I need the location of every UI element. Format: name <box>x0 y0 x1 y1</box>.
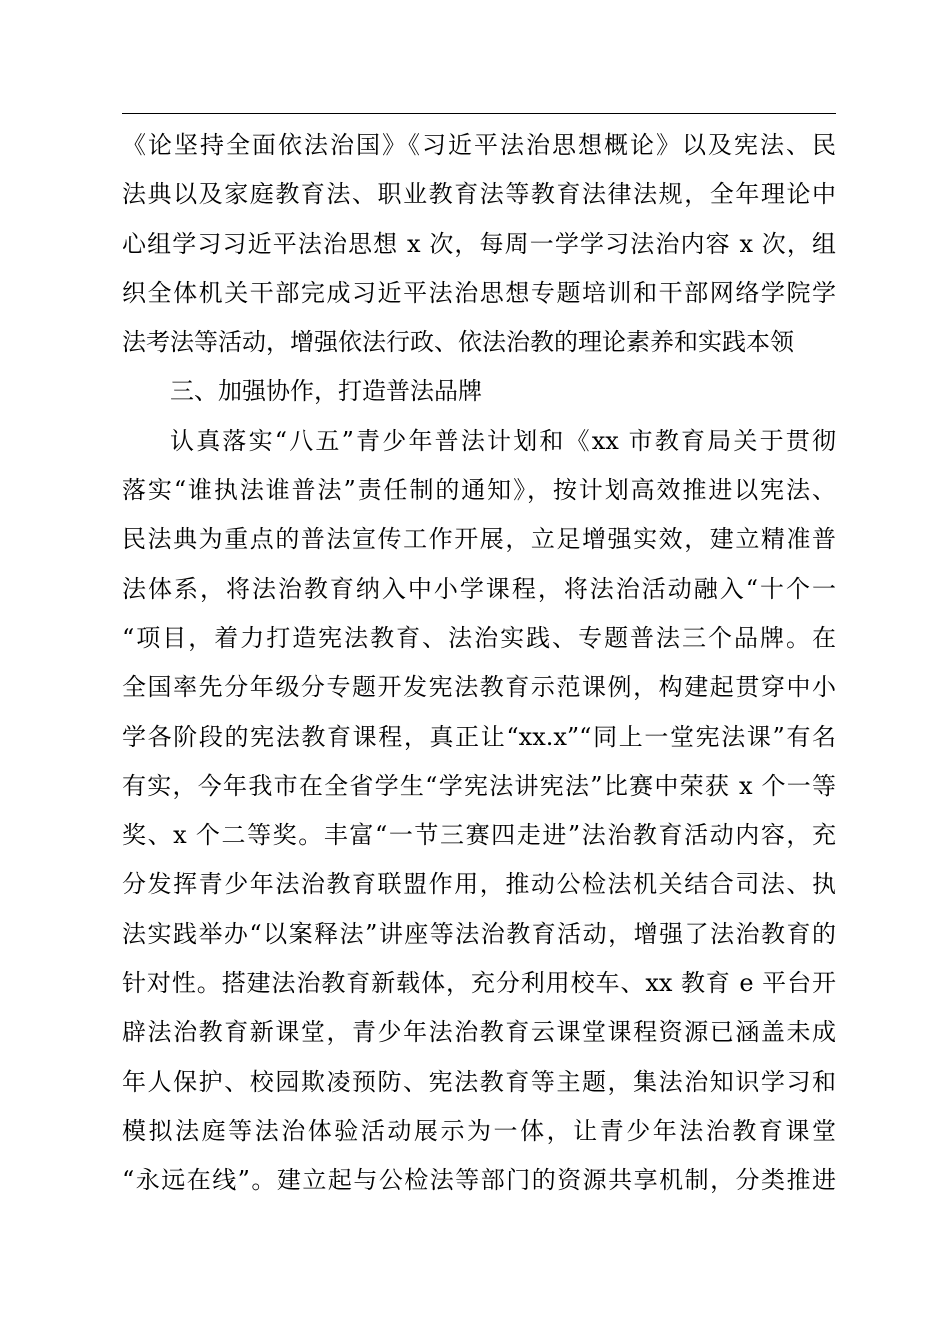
text-line: 认真落实“八五”青少年普法计划和《xx 市教育局关于贯彻 <box>170 426 836 455</box>
text-line: 年人保护、校园欺凌预防、宪法教育等主题，集法治知识学习和 <box>122 1067 836 1096</box>
text-line: “项目，着力打造宪法教育、法治实践、专题普法三个品牌。在 <box>122 623 836 652</box>
text-line: 法考法等活动，增强依法行政、依法治教的理论素养和实践本领 <box>122 328 794 357</box>
text-line: 民法典为重点的普法宣传工作开展，立足增强实效，建立精准普 <box>122 525 836 554</box>
text-line: 分发挥青少年法治教育联盟作用，推动公检法机关结合司法、执 <box>122 870 836 899</box>
text-line: 织全体机关干部完成习近平法治思想专题培训和干部网络学院学 <box>122 278 836 307</box>
text-line: 法典以及家庭教育法、职业教育法等教育法律法规，全年理论中 <box>122 180 836 209</box>
header-rule <box>122 113 836 114</box>
text-line: 《论坚持全面依法治国》《习近平法治思想概论》以及宪法、民 <box>122 131 836 159</box>
document-body <box>122 121 836 1206</box>
text-line: 法实践举办“以案释法”讲座等法治教育活动，增强了法治教育的 <box>122 919 836 948</box>
text-line: 有实，今年我市在全省学生“学宪法讲宪法”比赛中荣获 x 个一等 <box>122 771 836 800</box>
text-line: 针对性。搭建法治教育新载体，充分利用校车、xx 教育 e 平台开 <box>122 969 836 998</box>
text-line: 辟法治教育新课堂，青少年法治教育云课堂课程资源已涵盖未成 <box>122 1018 836 1047</box>
text-line: 学各阶段的宪法教育课程，真正让“xx.x”“同上一堂宪法课”有名 <box>122 722 836 751</box>
text-line: 心组学习习近平法治思想 x 次，每周一学学习法治内容 x 次，组 <box>122 229 836 258</box>
text-line: 法体系，将法治教育纳入中小学课程，将法治活动融入“十个一 <box>122 574 836 603</box>
section-heading: 三、加强协作，打造普法品牌 <box>170 377 482 406</box>
text-line: 奖、x 个二等奖。丰富“一节三赛四走进”法治教育活动内容，充 <box>122 821 836 850</box>
text-line: 全国率先分年级分专题开发宪法教育示范课例，构建起贯穿中小 <box>122 673 836 702</box>
text-line: “永远在线”。建立起与公检法等部门的资源共享机制，分类推进 <box>122 1166 836 1195</box>
text-line: 模拟法庭等法治体验活动展示为一体，让青少年法治教育课堂 <box>122 1116 836 1145</box>
text-line: 落实“谁执法谁普法”责任制的通知》，按计划高效推进以宪法、 <box>122 476 836 505</box>
